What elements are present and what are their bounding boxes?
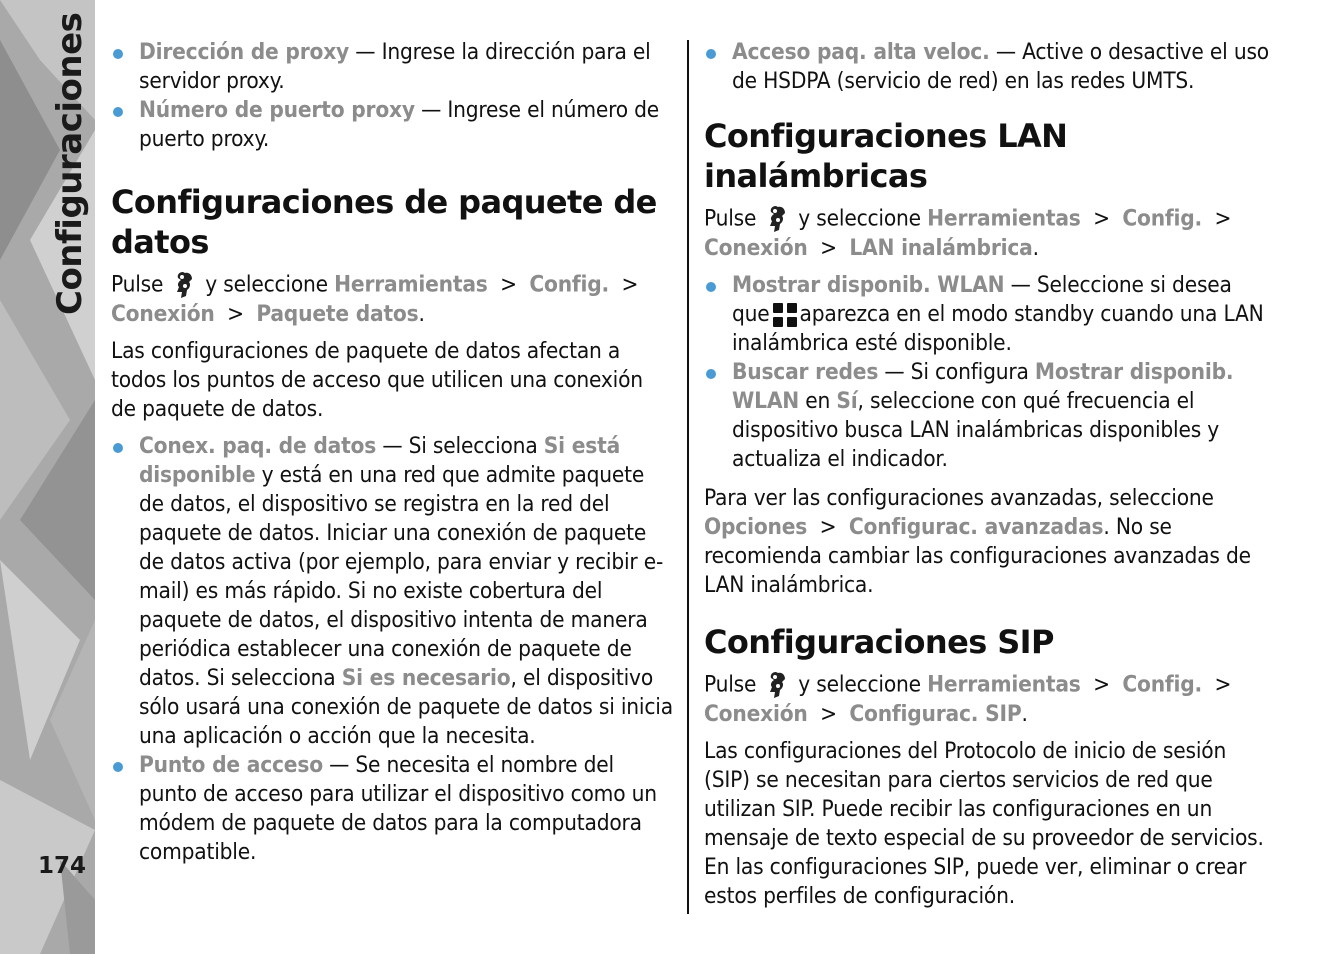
wlan-indicator-icon: [773, 303, 797, 327]
paragraph-text: Para ver las configuraciones avanzadas, seleccione: [704, 485, 1214, 511]
menu-path: [111, 270, 673, 329]
path-item: Paquete datos: [256, 301, 419, 327]
path-text: Pulse: [111, 271, 164, 298]
path-text: y seleccione: [798, 671, 921, 698]
path-text: .: [418, 301, 425, 327]
path-item: Configurac. SIP: [849, 701, 1022, 727]
right-column: [704, 38, 1272, 919]
option-description: — Seleccione si desea que: [732, 272, 1232, 327]
list-item: [111, 96, 673, 154]
option-description: — Se necesita el nombre del punto de acceso para utilizar el dispositivo como un módem de paquete de datos para la computadora compatible.: [139, 752, 657, 865]
list-item: [111, 751, 673, 867]
option-description: en: [799, 388, 837, 414]
packet-options-list: [111, 432, 673, 867]
path-item: Conexión: [111, 301, 215, 327]
option-description: y está en una red que admite paquete de datos, el dispositivo se registra en la red del paquete de datos. Iniciar una conexión de paquete de datos activa (por ejemplo, para enviar y recibir e-mail) es más rápido. Si no existe cobertura del paquete de datos, el dispositivo intenta de manera periódica establecer una conexión de paquete de datos. Si selecciona: [139, 462, 664, 691]
section-heading: Configuraciones SIP: [704, 623, 1054, 661]
option-description: , el dispositivo sólo usará una conexión de paquete de datos si inicia una aplicación o acción que la necesita.: [139, 665, 673, 749]
paragraph: [704, 484, 1272, 600]
column-divider: [687, 40, 689, 914]
option-description: aparezca en el modo standby cuando una LAN inalámbrica esté disponible.: [732, 301, 1264, 356]
path-item: Opciones: [704, 514, 808, 540]
section-heading: Configuraciones LAN inalámbricas: [704, 117, 1068, 195]
path-separator: >: [227, 301, 244, 327]
menu-key-icon: [762, 670, 792, 700]
path-item: Conexión: [704, 701, 808, 727]
path-item: Conexión: [704, 235, 808, 261]
path-item: Config.: [1122, 205, 1203, 232]
path-text: .: [1021, 701, 1028, 727]
option-description: — Ingrese el número de puerto proxy.: [139, 97, 660, 152]
paragraph-text: . No se recomienda cambiar las configuraciones avanzadas de LAN inalámbrica.: [704, 514, 1251, 598]
list-item: [704, 38, 1272, 96]
list-item: [111, 432, 673, 751]
option-description: — Ingrese la dirección para el servidor proxy.: [139, 39, 651, 94]
option-term: Dirección de proxy: [139, 39, 350, 65]
path-item: Config.: [1122, 671, 1203, 698]
path-separator: >: [819, 514, 837, 540]
menu-key-icon: [169, 270, 199, 300]
path-separator: >: [1093, 205, 1110, 232]
page-number: 174: [38, 853, 87, 879]
paragraph: Las configuraciones del Protocolo de inicio de sesión (SIP) se necesitan para ciertos servicios de red que utilizan SIP. Puede recibir las configuraciones en un mensaje de texto especial de su proveedor de servicios. En las configuraciones SIP, puede ver, eliminar o crear estos perfiles de configuración.: [704, 738, 1264, 909]
left-column: [111, 38, 673, 873]
path-separator: >: [1214, 671, 1232, 698]
path-separator: >: [820, 235, 837, 261]
path-separator: >: [1093, 671, 1110, 698]
menu-key-icon: [762, 204, 792, 234]
path-item: Herramientas: [927, 205, 1081, 232]
path-item: Configurac. avanzadas: [848, 514, 1104, 540]
section-heading: Configuraciones de paquete de datos: [111, 183, 657, 261]
path-item: LAN inalámbrica: [849, 235, 1033, 261]
menu-path: [704, 670, 1272, 729]
path-item: Config.: [529, 271, 610, 298]
path-text: Pulse: [704, 205, 757, 232]
option-term: Mostrar disponib. WLAN: [732, 272, 1005, 298]
section-title: Configuraciones: [50, 12, 90, 315]
option-description: — Si configura: [878, 359, 1035, 385]
path-text: .: [1032, 235, 1039, 261]
option-term: Número de puerto proxy: [139, 97, 415, 123]
sidebar: [0, 0, 95, 954]
path-separator: >: [820, 701, 837, 727]
option-term: Acceso paq. alta veloc.: [732, 39, 990, 65]
option-term: Punto de acceso: [139, 752, 323, 778]
option-value: Si está disponible: [139, 433, 621, 488]
path-text: y seleccione: [205, 271, 328, 298]
paragraph: Las configuraciones de paquete de datos afectan a todos los puntos de acceso que utilicen una conexión de paquete de datos.: [111, 338, 643, 422]
path-separator: >: [500, 271, 517, 298]
option-description: , seleccione con qué frecuencia el dispositivo busca LAN inalámbricas disponibles y actualiza el indicador.: [732, 388, 1220, 472]
path-separator: >: [1214, 205, 1232, 232]
option-term: Buscar redes: [732, 359, 879, 385]
option-description: — Active o desactive el uso de HSDPA (servicio de red) en las redes UMTS.: [732, 39, 1269, 94]
list-item: [111, 38, 673, 96]
list-item: [704, 271, 1272, 358]
option-value: Si es necesario: [341, 665, 511, 691]
wlan-options-list: [704, 271, 1272, 474]
path-item: Herramientas: [334, 271, 488, 298]
path-text: Pulse: [704, 671, 757, 698]
path-item: Herramientas: [927, 671, 1081, 698]
path-text: y seleccione: [798, 205, 921, 232]
option-value: Sí: [836, 388, 858, 414]
proxy-list: [111, 38, 673, 154]
hsdpa-list: [704, 38, 1272, 96]
option-description: — Si selecciona: [376, 433, 544, 459]
option-value: Mostrar disponib. WLAN: [732, 359, 1234, 414]
path-separator: >: [621, 271, 639, 298]
option-term: Conex. paq. de datos: [139, 433, 377, 459]
list-item: [704, 358, 1272, 474]
menu-path: [704, 204, 1272, 263]
